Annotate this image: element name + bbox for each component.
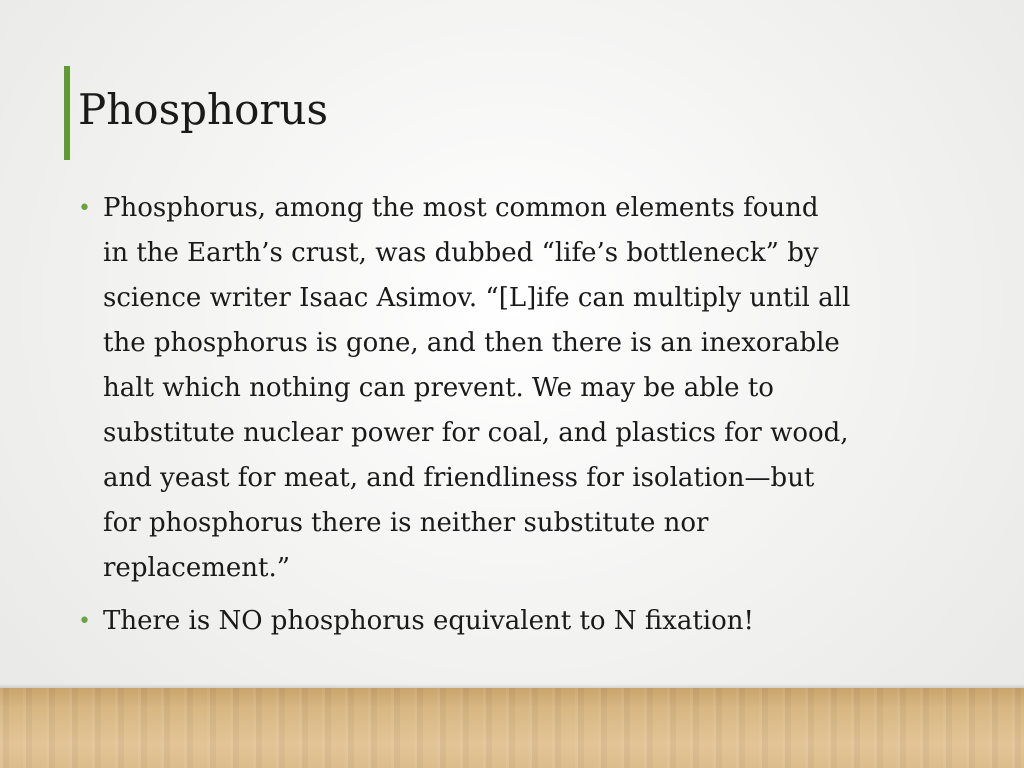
bullet-line: replacement.” [103,553,291,583]
bullet-marker-icon: • [78,196,91,221]
bullet-marker-icon: • [78,609,91,634]
bullet-line: halt which nothing can prevent. We may be able to [103,373,774,403]
bullet-list [78,186,898,644]
title-accent-bar [64,66,70,160]
bullet-text [103,599,898,644]
bullet-line: Phosphorus, among the most common elements found [103,193,819,223]
bullet-line: There is NO phosphorus equivalent to N fixation! [103,606,754,636]
bullet-line: and yeast for meat, and friendliness for isolation—but [103,463,815,493]
bullet-line: in the Earth’s crust, was dubbed “life’s bottleneck” by [103,238,819,268]
wood-floor [0,688,1024,768]
bullet-item-n-fixation [78,599,898,644]
bullet-line: the phosphorus is gone, and then there is an inexorable [103,328,840,358]
bullet-line: substitute nuclear power for coal, and plastics for wood, [103,418,849,448]
bullet-line: for phosphorus there is neither substitute nor [103,508,709,538]
bullet-text [103,186,898,591]
bullet-line: science writer Isaac Asimov. “[L]ife can multiply until all [103,283,851,313]
bullet-item-asimov-quote [78,186,898,591]
slide-title: Phosphorus [78,85,329,134]
